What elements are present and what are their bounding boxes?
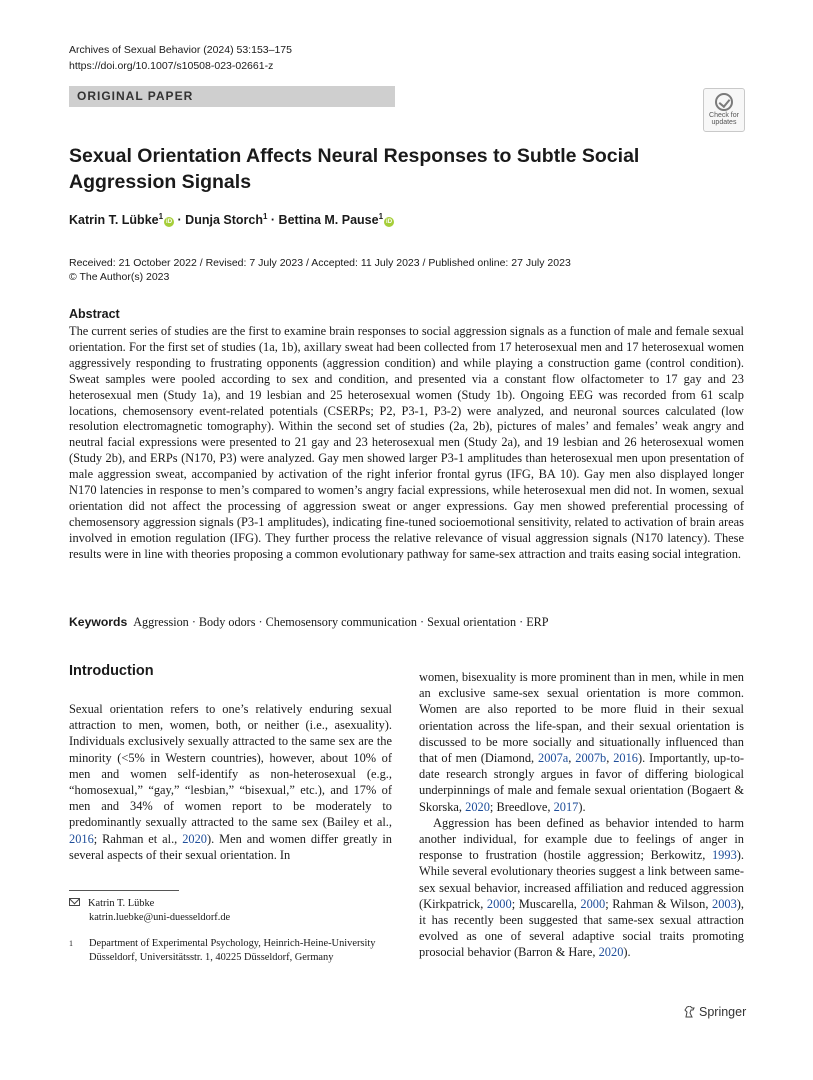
author-name[interactable]: Bettina M. Pause: [278, 213, 379, 228]
citation-link[interactable]: 2020: [182, 831, 207, 846]
author-name[interactable]: Dunja Storch: [185, 213, 263, 228]
corresponding-author-email[interactable]: katrin.luebke@uni-duesseldorf.de: [89, 912, 231, 923]
citation-link[interactable]: 2020: [465, 799, 490, 814]
orcid-icon[interactable]: iD: [386, 219, 393, 226]
citation-link[interactable]: 1993: [711, 848, 737, 863]
abstract-heading: Abstract: [69, 307, 120, 321]
introduction-heading: Introduction: [69, 663, 154, 679]
email-envelope-icon: [69, 898, 80, 906]
affiliation-footnote: [69, 937, 389, 965]
author-separator: ·: [270, 213, 279, 228]
citation-link[interactable]: 2007b: [575, 751, 607, 766]
affiliation-text: Department of Experimental Psychology, Heinrich-Heine-University Düsseldorf, Universitätsstr. 1, 40225 Düsseldorf, Germany: [89, 938, 376, 963]
citation-link[interactable]: 2007a: [538, 751, 569, 766]
footnote-divider: [69, 890, 179, 891]
citation-link[interactable]: 2016: [613, 751, 638, 766]
journal-citation: Archives of Sexual Behavior (2024) 53:153–175: [69, 44, 292, 56]
author-name[interactable]: Katrin T. Lübke: [69, 213, 159, 228]
author-affil-sup: 1: [378, 212, 384, 221]
orcid-icon[interactable]: iD: [166, 219, 173, 226]
paper-type-banner: [69, 86, 395, 107]
check-mark-icon: [715, 93, 733, 111]
citation-link[interactable]: 2020: [598, 945, 624, 960]
affiliation-number: 1: [69, 939, 73, 948]
author-affil-sup: 1: [158, 212, 164, 221]
publisher-logo: [684, 1005, 746, 1019]
publication-dates: Received: 21 October 2022 / Revised: 7 July 2023 / Accepted: 11 July 2023 / Published online: 27 July 2023: [69, 257, 571, 269]
author-affil-sup: 1: [262, 212, 268, 221]
citation-link[interactable]: 2003: [712, 896, 737, 911]
abstract-body: The current series of studies are the first to examine brain responses to social aggression signals as a function of male and female sexual orientation. For the first set of studies (1a, 1b), axillary sweat had been collected from 17 heterosexual men and 17 heterosexual women aggressively responding to frustrating opponents (aggression condition) and while playing a construction game (control condition). Sweat samples were pooled according to sex and condition, and presented via a constant flow olfactometer to 17 gay and 23 heterosexual men (Study 1a), and 19 lesbian and 25 heterosexual women (Study 1b). Ongoing EEG was recorded from 61 scalp locations, chemosensory event-related potentials (CSERPs; P2, P3-1, P3-2) were analyzed, and neuronal sources calculated (low resolution electromagnetic tomography). Within the second set of studies (2a, 2b), pictures of males’ and females’ weak angry and neutral facial expressions were presented to 21 gay and 23 heterosexual men (Study 2a), and 19 lesbian and 26 heterosexual women (Study 2b), and ERPs (N170, P3) were analyzed. Gay men showed larger P3-1 amplitudes than heterosexual men upon presentation of male aggression sweat, accompanied by activation of the right inferior frontal gyrus (IFG, BA 10). Gay men also displayed longer N170 latencies in response to men’s compared to women’s angry facial expressions, while heterosexual men did not. In women, sexual orientation did not affect the processing of aggression sweat or anger expressions. Gay men showed preferential processing of chemosensory aggression signals (P3-1 amplitudes), indicating fine-tuned socioemotional sensitivity, related to activation of brain areas involved in emotion regulation (IFG). They further process the relative relevance of visual aggression signals (N170 latency). These results were in line with theories proposing a common evolutionary pathway for same-sex attraction and traits easing social integration.: [69, 324, 744, 561]
citation-link[interactable]: 2000: [580, 896, 606, 911]
keywords-line: [69, 615, 744, 630]
keywords-heading: Keywords: [69, 615, 128, 629]
check-for-updates-button[interactable]: [703, 88, 745, 132]
keywords-list: Aggression · Body odors · Chemosensory communication · Sexual orientation · ERP: [133, 615, 549, 629]
intro-paragraph: Aggression has been defined as behavior intended to harm another individual, for example due to feelings of anger in response to frustration (hostile aggression; Berkowitz, 1993). While several evolutionary theories suggest a link between same-sex sexual behavior, increased affiliation and reduced aggression (Kirkpatrick, 2000; Muscarella, 2000; Rahman & Wilson, 2003), it has recently been suggested that same-sex sexual attraction evolved as one of several adaptive social traits promoting prosocial behavior (Barron & Hare, 2020).: [419, 815, 745, 960]
citation-link[interactable]: 2016: [69, 831, 94, 846]
citation-link[interactable]: 2000: [486, 896, 512, 911]
publisher-name: Springer: [699, 1005, 747, 1019]
intro-left-column: Sexual orientation refers to one’s relatively enduring sexual attraction to men, women, both, or neither (i.e., asexuality). Individuals exclusively sexually attracted to the same sex are the minority (<5% in Western countries), however, about 10% of men and women self-identify as non-heterosexual (e.g., “homosexual,” “gay,” “lesbian,” “bisexual,” etc.), and 17% of men and 34% of women report to be moderately to predominantly sexually attracted to the same sex (Bailey et al., 2016; Rahman et al., 2020). Men and women differ greatly in several aspects of their sexual orientation. In: [69, 702, 392, 862]
author-separator: ·: [177, 213, 186, 228]
doi-link[interactable]: https://doi.org/10.1007/s10508-023-02661-z: [69, 60, 274, 72]
corresponding-author: [69, 897, 230, 925]
springer-horse-icon: [684, 1006, 695, 1018]
author-list: [69, 212, 394, 227]
check-updates-line2: updates: [711, 119, 737, 126]
intro-paragraph: women, bisexuality is more prominent than in men, while in men an exclusive same-sex sexual orientation is more common. Women are also reported to be more fluid in their sexual orientation across the life-span, and their sexual orientation is discussed to be more socially and situationally influenced than that of men (Diamond, 2007a, 2007b, 2016). Importantly, up-to-date research strongly argues in favor of differing biological underpinnings of male and female sexual orientation (Bogaert & Skorska, 2020; Breedlove, 2017).: [419, 670, 745, 814]
intro-right-column: [419, 669, 744, 961]
copyright-line: © The Author(s) 2023: [69, 271, 170, 283]
citation-link[interactable]: 2017: [553, 799, 579, 814]
check-updates-line1: Check for: [709, 112, 739, 119]
paper-type-label: ORIGINAL PAPER: [77, 89, 194, 103]
corresponding-author-name: Katrin T. Lübke: [88, 898, 155, 909]
paper-title: Sexual Orientation Affects Neural Responses to Subtle Social Aggression Signals: [69, 145, 640, 193]
